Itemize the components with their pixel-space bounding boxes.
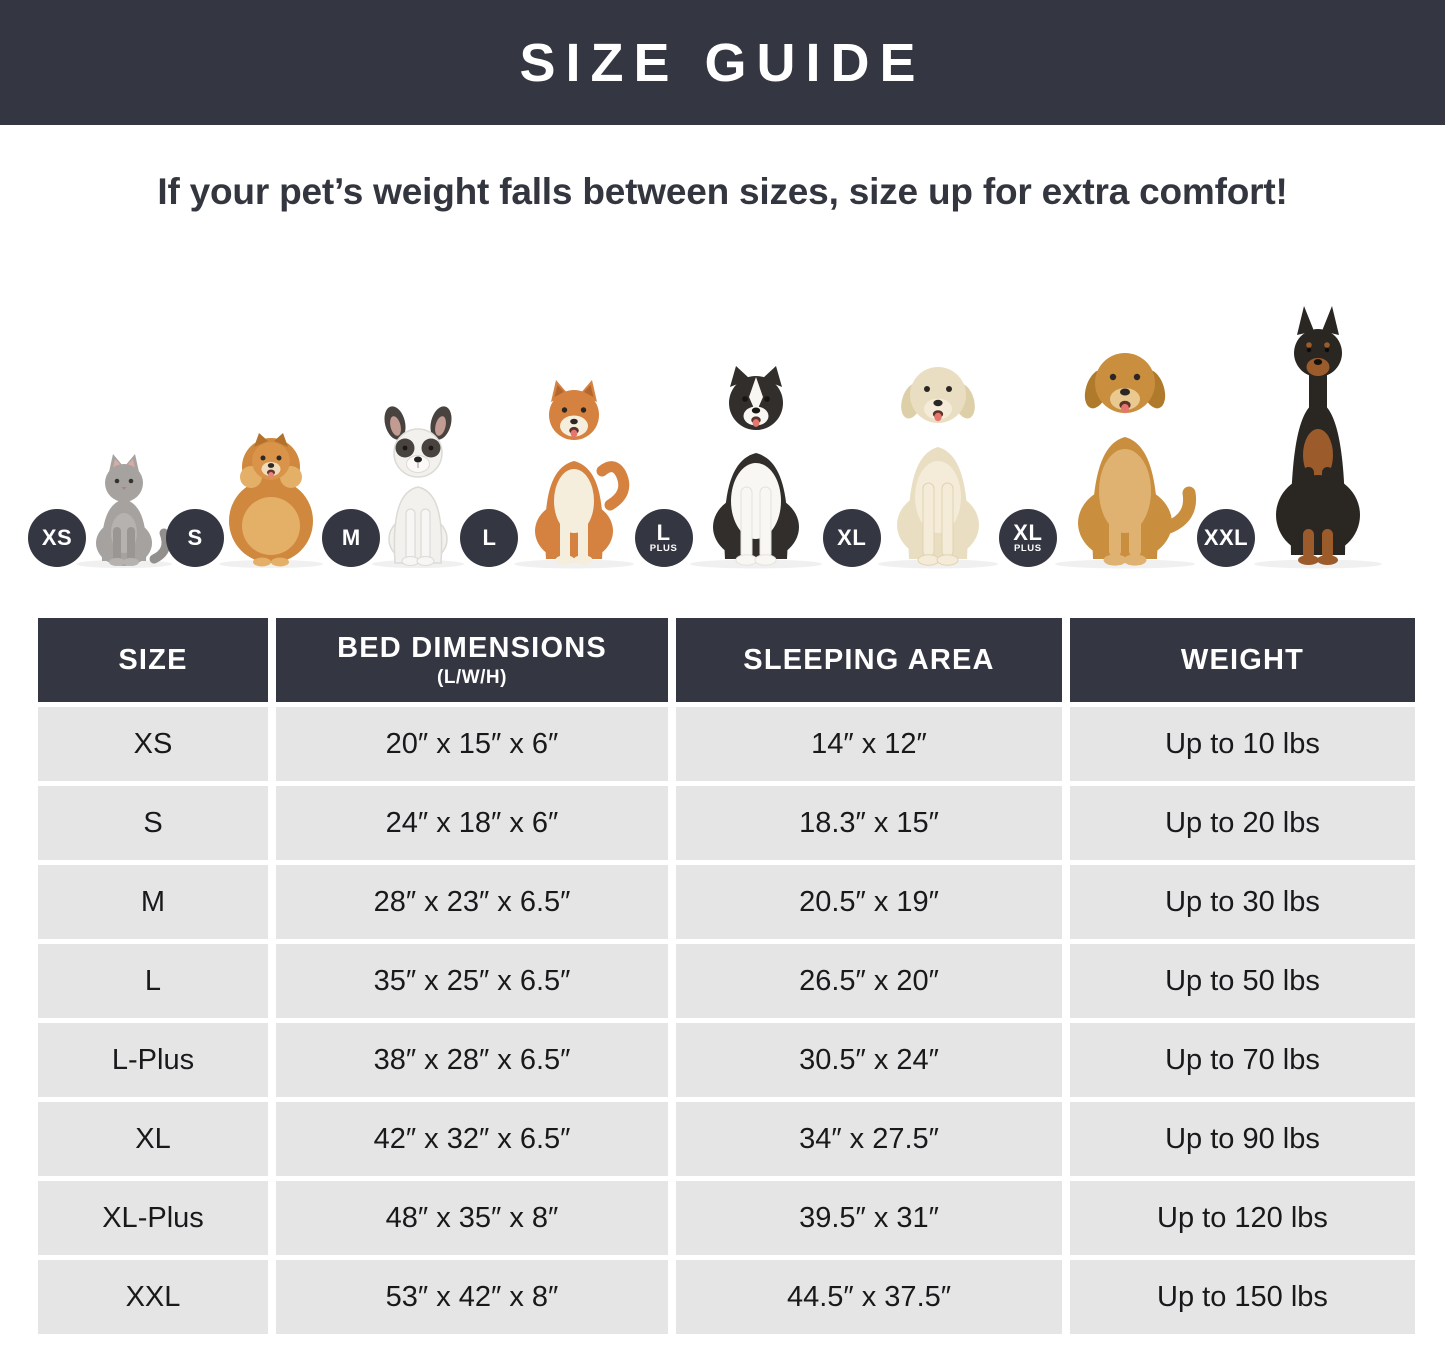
table-row [38, 1102, 1415, 1176]
size-cell: XL-Plus [38, 1181, 268, 1255]
size-badge-label: XS [41, 525, 73, 550]
shiba-inu-image [500, 371, 648, 569]
size-cell: M [38, 865, 268, 939]
page-title: SIZE GUIDE [519, 32, 926, 93]
size-badge-label: L [482, 525, 497, 550]
table-row [38, 865, 1415, 939]
size-guide-banner [0, 0, 1445, 125]
size-badge-label: M [341, 525, 361, 550]
sleeping-area-cell: 18.3″ x 15″ [676, 786, 1062, 860]
weight-cell: Up to 150 lbs [1070, 1260, 1415, 1334]
size-badge-sublabel: PLUS [649, 542, 678, 554]
pet-item-l-plus [649, 355, 837, 569]
weight-cell: Up to 20 lbs [1070, 786, 1415, 860]
bed-dimensions-cell: 20″ x 15″ x 6″ [276, 707, 668, 781]
size-badge-m [322, 509, 380, 567]
doberman-image [1237, 303, 1399, 569]
cat-image [68, 451, 180, 569]
sizing-advice-text: If your pet’s weight falls between sizes, size up for extra comfort! [157, 171, 1288, 212]
bed-dimensions-cell: 35″ x 25″ x 6.5″ [276, 944, 668, 1018]
pet-item-s [187, 423, 336, 569]
golden-retriever-image [1039, 331, 1211, 569]
border-collie-image [675, 355, 837, 569]
size-cell: XS [38, 707, 268, 781]
sleeping-area-cell: 34″ x 27.5″ [676, 1102, 1062, 1176]
pet-item-xxl [1203, 303, 1399, 569]
table-row [38, 786, 1415, 860]
size-badge-s [166, 509, 224, 567]
sleeping-area-cell: 26.5″ x 20″ [676, 944, 1062, 1018]
table-row [38, 1181, 1415, 1255]
weight-cell: Up to 10 lbs [1070, 707, 1415, 781]
table-row [38, 944, 1415, 1018]
column-header-bed-dimensions-sub: (L/W/H) [437, 666, 507, 688]
size-cell: XL [38, 1102, 268, 1176]
column-header-bed-dimensions [276, 618, 668, 702]
column-header-weight: WEIGHT [1070, 618, 1415, 702]
table-header-row [38, 618, 1415, 702]
size-badge-sublabel: PLUS [1013, 542, 1042, 554]
weight-cell: Up to 50 lbs [1070, 944, 1415, 1018]
bed-dimensions-cell: 28″ x 23″ x 6.5″ [276, 865, 668, 939]
size-guide-table [30, 613, 1423, 1339]
bed-dimensions-cell: 38″ x 28″ x 6.5″ [276, 1023, 668, 1097]
size-badge-label: XL [1013, 519, 1043, 545]
size-badge-xs [28, 509, 86, 567]
size-badge-xxl [1197, 509, 1255, 567]
pet-item-l [482, 371, 648, 569]
pet-item-xl-plus [1013, 331, 1211, 569]
column-header-sleeping-area: SLEEPING AREA [676, 618, 1062, 702]
pet-size-lineup [0, 269, 1445, 569]
sleeping-area-cell: 30.5″ x 24″ [676, 1023, 1062, 1097]
size-badge-label: XXL [1203, 525, 1249, 550]
labrador-image [863, 345, 1013, 569]
bed-dimensions-cell: 53″ x 42″ x 8″ [276, 1260, 668, 1334]
pomeranian-image [206, 423, 336, 569]
table-row [38, 707, 1415, 781]
sleeping-area-cell: 14″ x 12″ [676, 707, 1062, 781]
bed-dimensions-cell: 24″ x 18″ x 6″ [276, 786, 668, 860]
bed-dimensions-cell: 42″ x 32″ x 6.5″ [276, 1102, 668, 1176]
column-header-bed-dimensions-label: BED DIMENSIONS [337, 631, 607, 664]
sleeping-area-cell: 20.5″ x 19″ [676, 865, 1062, 939]
pet-item-xs [41, 451, 180, 569]
size-cell: XXL [38, 1260, 268, 1334]
size-badge-xl [823, 509, 881, 567]
size-badge-l-plus [635, 509, 693, 567]
sleeping-area-cell: 39.5″ x 31″ [676, 1181, 1062, 1255]
size-badge-label: L [656, 519, 671, 545]
column-header-size: SIZE [38, 618, 268, 702]
pet-item-m [341, 401, 474, 569]
weight-cell: Up to 90 lbs [1070, 1102, 1415, 1176]
weight-cell: Up to 30 lbs [1070, 865, 1415, 939]
size-cell: S [38, 786, 268, 860]
table-row [38, 1260, 1415, 1334]
size-cell: L [38, 944, 268, 1018]
size-badge-label: S [187, 525, 203, 550]
weight-cell: Up to 70 lbs [1070, 1023, 1415, 1097]
size-cell: L-Plus [38, 1023, 268, 1097]
size-badge-xl-plus [999, 509, 1057, 567]
sleeping-area-cell: 44.5″ x 37.5″ [676, 1260, 1062, 1334]
size-badge-label: XL [837, 525, 867, 550]
bed-dimensions-cell: 48″ x 35″ x 8″ [276, 1181, 668, 1255]
weight-cell: Up to 120 lbs [1070, 1181, 1415, 1255]
table-row [38, 1023, 1415, 1097]
pet-item-xl [837, 345, 1013, 569]
